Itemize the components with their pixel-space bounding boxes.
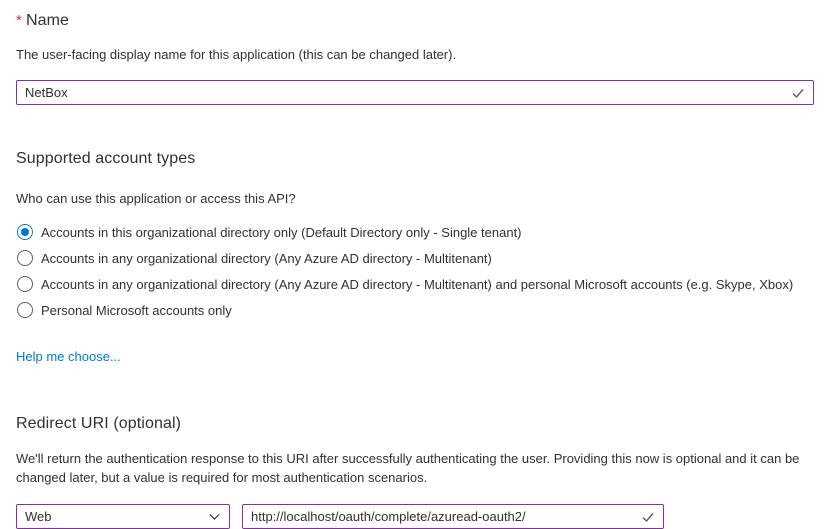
name-section-title xyxy=(16,12,814,30)
platform-select[interactable] xyxy=(16,504,230,529)
radio-option-label: Personal Microsoft accounts only xyxy=(41,302,232,318)
name-title-text: Name xyxy=(25,12,70,29)
radio-button-icon xyxy=(17,250,33,266)
name-input[interactable] xyxy=(17,81,791,104)
required-asterisk: * xyxy=(16,12,22,29)
help-me-choose-link[interactable]: Help me choose... xyxy=(16,349,121,364)
redirect-uri-row xyxy=(16,504,814,529)
name-input-wrapper xyxy=(16,80,814,105)
redirect-uri-title: Redirect URI (optional) xyxy=(16,415,182,432)
chevron-down-icon xyxy=(208,510,221,523)
radio-option-label: Accounts in this organizational directory only (Default Directory only - Single tenant) xyxy=(41,224,522,240)
account-types-radio-group xyxy=(16,219,814,323)
radio-option-multitenant[interactable] xyxy=(16,245,814,271)
supported-account-types-title: Supported account types xyxy=(16,150,196,167)
radio-option-single-tenant[interactable] xyxy=(16,219,814,245)
radio-button-icon xyxy=(17,224,33,240)
redirect-uri-input-wrapper xyxy=(242,504,664,529)
redirect-uri-description: We'll return the authentication response to this URI after successfully authenticating the user. Providing this now is optional and it can be changed later, but a value is required for most authentication scenarios. xyxy=(16,451,800,485)
radio-option-multitenant-personal[interactable] xyxy=(16,271,814,297)
redirect-uri-input[interactable] xyxy=(243,505,641,528)
platform-select-value: Web xyxy=(25,509,52,524)
check-icon xyxy=(791,86,805,100)
radio-button-icon xyxy=(17,276,33,292)
radio-option-label: Accounts in any organizational directory (Any Azure AD directory - Multitenant) and personal Microsoft accounts (e.g. Skype, Xbox) xyxy=(41,276,794,292)
radio-option-personal-only[interactable] xyxy=(16,297,814,323)
account-types-question: Who can use this application or access this API? xyxy=(16,191,296,206)
radio-button-icon xyxy=(17,302,33,318)
radio-option-label: Accounts in any organizational directory (Any Azure AD directory - Multitenant) xyxy=(41,250,492,266)
check-icon xyxy=(641,510,655,524)
name-description: The user-facing display name for this application (this can be changed later). xyxy=(16,47,457,62)
